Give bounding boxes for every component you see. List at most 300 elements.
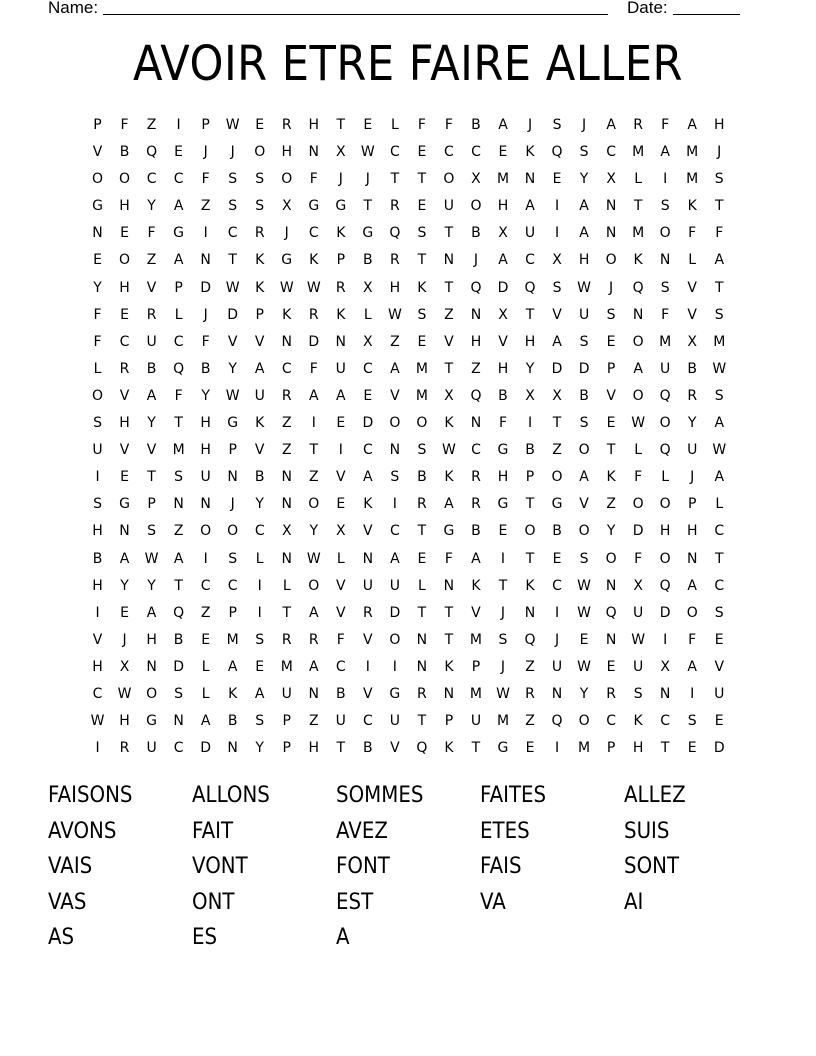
grid-letter[interactable]: R — [362, 604, 373, 621]
grid-letter[interactable]: P — [471, 658, 481, 675]
grid-letter[interactable]: I — [663, 631, 668, 648]
grid-letter[interactable]: P — [525, 469, 535, 486]
grid-letter[interactable]: Q — [416, 740, 428, 757]
grid-letter[interactable]: E — [120, 306, 129, 323]
grid-letter[interactable]: H — [524, 333, 536, 350]
grid-letter[interactable]: R — [389, 198, 400, 215]
grid-letter[interactable]: A — [390, 550, 400, 567]
grid-letter[interactable]: T — [606, 442, 616, 459]
grid-letter[interactable]: W — [225, 279, 240, 296]
grid-letter[interactable]: V — [714, 658, 725, 675]
grid-letter[interactable]: V — [363, 631, 373, 648]
grid-letter[interactable]: O — [605, 252, 617, 269]
grid-letter[interactable]: F — [120, 117, 129, 133]
grid-letter[interactable]: E — [336, 496, 346, 513]
grid-letter[interactable]: H — [146, 631, 157, 648]
grid-letter[interactable]: E — [336, 415, 346, 432]
grid-letter[interactable]: J — [203, 144, 208, 161]
grid-letter[interactable]: Y — [606, 523, 616, 540]
grid-letter[interactable]: P — [228, 604, 237, 621]
grid-letter[interactable]: R — [633, 117, 643, 133]
grid-letter[interactable]: A — [173, 550, 184, 567]
grid-letter[interactable]: I — [338, 442, 343, 459]
grid-letter[interactable]: S — [417, 442, 427, 459]
grid-letter[interactable]: L — [715, 496, 724, 513]
grid-letter[interactable]: N — [227, 740, 238, 757]
grid-letter[interactable]: H — [281, 144, 292, 161]
grid-letter[interactable]: C — [281, 360, 292, 377]
grid-letter[interactable]: S — [714, 171, 724, 188]
grid-letter[interactable]: J — [338, 171, 343, 188]
grid-letter[interactable]: C — [389, 144, 400, 161]
grid-letter[interactable]: F — [444, 117, 453, 133]
grid-letter[interactable]: W — [496, 685, 510, 702]
grid-letter[interactable]: N — [281, 469, 292, 486]
grid-letter[interactable]: X — [444, 387, 454, 404]
grid-letter[interactable]: K — [444, 740, 454, 757]
grid-letter[interactable]: C — [606, 713, 616, 730]
grid-letter[interactable]: B — [254, 469, 265, 486]
grid-letter[interactable]: V — [390, 740, 400, 757]
grid-letter[interactable]: J — [203, 306, 208, 323]
grid-letter[interactable]: N — [686, 550, 698, 567]
grid-letter[interactable]: K — [417, 279, 427, 296]
grid-letter[interactable]: T — [444, 225, 454, 242]
grid-letter[interactable]: E — [606, 333, 616, 350]
grid-letter[interactable]: H — [632, 740, 644, 757]
grid-letter[interactable]: J — [609, 279, 614, 296]
grid-letter[interactable]: E — [714, 631, 724, 648]
grid-letter[interactable]: K — [687, 198, 697, 215]
grid-letter[interactable]: N — [470, 415, 482, 432]
grid-letter[interactable]: Q — [470, 279, 482, 296]
grid-letter[interactable]: S — [579, 415, 589, 432]
grid-letter[interactable]: D — [659, 604, 671, 621]
grid-letter[interactable]: I — [203, 225, 208, 242]
grid-letter[interactable]: F — [661, 117, 670, 133]
grid-letter[interactable]: A — [146, 604, 157, 621]
grid-letter[interactable]: X — [498, 306, 508, 323]
grid-letter[interactable]: P — [336, 252, 346, 269]
grid-letter[interactable]: Z — [390, 333, 400, 350]
grid-letter[interactable]: C — [335, 658, 346, 675]
grid-letter[interactable]: S — [579, 144, 589, 161]
grid-letter[interactable]: E — [606, 658, 616, 675]
grid-letter[interactable]: J — [473, 252, 479, 269]
grid-letter[interactable]: X — [498, 225, 508, 242]
grid-letter[interactable]: A — [660, 144, 670, 161]
grid-letter[interactable]: S — [93, 415, 102, 432]
grid-letter[interactable]: O — [308, 577, 320, 594]
date-blank-line[interactable] — [673, 14, 740, 15]
grid-letter[interactable]: S — [660, 198, 670, 215]
grid-letter[interactable]: U — [443, 198, 455, 215]
grid-letter[interactable]: S — [255, 631, 265, 648]
grid-letter[interactable]: N — [92, 225, 103, 242]
grid-letter[interactable]: E — [201, 631, 211, 648]
grid-letter[interactable]: B — [498, 387, 508, 404]
grid-letter[interactable]: M — [686, 171, 699, 188]
grid-letter[interactable]: C — [92, 685, 103, 702]
grid-letter[interactable]: S — [417, 306, 427, 323]
grid-letter[interactable]: A — [146, 387, 157, 404]
grid-letter[interactable]: S — [714, 604, 724, 621]
grid-letter[interactable]: P — [201, 117, 210, 133]
grid-letter[interactable]: J — [365, 171, 370, 188]
grid-letter[interactable]: X — [687, 333, 697, 350]
grid-letter[interactable]: J — [582, 117, 587, 133]
grid-letter[interactable]: M — [415, 387, 428, 404]
grid-letter[interactable]: O — [254, 144, 266, 161]
grid-letter[interactable]: X — [363, 279, 373, 296]
grid-letter[interactable]: I — [554, 604, 560, 621]
grid-letter[interactable]: Y — [255, 740, 264, 757]
grid-letter[interactable]: N — [308, 685, 319, 702]
grid-letter[interactable]: M — [578, 740, 591, 757]
grid-letter[interactable]: O — [659, 550, 671, 567]
grid-letter[interactable]: Y — [147, 577, 156, 594]
grid-letter[interactable]: N — [389, 442, 401, 459]
grid-letter[interactable]: H — [92, 523, 103, 540]
grid-letter[interactable]: Z — [200, 604, 211, 621]
grid-letter[interactable]: M — [496, 713, 510, 730]
grid-letter[interactable]: C — [146, 171, 157, 188]
grid-letter[interactable]: C — [227, 577, 238, 594]
grid-letter[interactable]: J — [500, 658, 506, 675]
grid-letter[interactable]: A — [390, 360, 400, 377]
grid-letter[interactable]: E — [120, 469, 129, 486]
grid-letter[interactable]: W — [225, 387, 240, 404]
grid-letter[interactable]: J — [554, 631, 560, 648]
grid-letter[interactable]: Q — [605, 604, 617, 621]
grid-letter[interactable]: K — [444, 658, 454, 675]
grid-letter[interactable]: B — [335, 685, 346, 702]
grid-letter[interactable]: T — [417, 523, 427, 540]
grid-letter[interactable]: U — [633, 604, 644, 621]
grid-letter[interactable]: X — [606, 171, 616, 188]
grid-letter[interactable]: D — [578, 360, 590, 377]
grid-letter[interactable]: R — [606, 685, 616, 702]
grid-letter[interactable]: T — [498, 577, 508, 594]
grid-letter[interactable]: S — [93, 496, 102, 513]
grid-letter[interactable]: I — [690, 685, 695, 702]
grid-letter[interactable]: X — [119, 658, 130, 675]
grid-letter[interactable]: B — [471, 117, 481, 133]
grid-letter[interactable]: S — [390, 469, 400, 486]
grid-letter[interactable]: Y — [147, 415, 156, 432]
grid-letter[interactable]: B — [579, 387, 589, 404]
grid-letter[interactable]: J — [717, 144, 722, 161]
grid-letter[interactable]: W — [306, 550, 321, 567]
grid-letter[interactable]: S — [228, 198, 238, 215]
grid-letter[interactable]: B — [417, 469, 427, 486]
grid-letter[interactable]: Y — [147, 198, 156, 215]
grid-letter[interactable]: T — [525, 550, 535, 567]
grid-letter[interactable]: G — [497, 740, 509, 757]
grid-letter[interactable]: N — [200, 252, 211, 269]
grid-letter[interactable]: P — [174, 279, 183, 296]
grid-letter[interactable]: A — [606, 117, 616, 133]
grid-letter[interactable]: G — [497, 442, 509, 459]
grid-letter[interactable]: G — [443, 523, 455, 540]
grid-letter[interactable]: G — [308, 198, 320, 215]
grid-letter[interactable]: T — [714, 550, 724, 567]
grid-letter[interactable]: Y — [687, 415, 697, 432]
grid-letter[interactable]: L — [661, 469, 670, 486]
grid-letter[interactable]: B — [552, 523, 562, 540]
grid-letter[interactable]: E — [363, 117, 373, 133]
grid-letter[interactable]: S — [228, 550, 238, 567]
grid-letter[interactable]: Y — [93, 279, 102, 296]
grid-letter[interactable]: S — [633, 685, 643, 702]
grid-letter[interactable]: V — [363, 685, 373, 702]
grid-letter[interactable]: R — [525, 685, 535, 702]
grid-letter[interactable]: I — [663, 171, 668, 188]
grid-letter[interactable]: W — [225, 117, 240, 133]
grid-letter[interactable]: C — [444, 144, 454, 161]
grid-letter[interactable]: W — [631, 415, 646, 432]
grid-letter[interactable]: T — [444, 604, 454, 621]
grid-letter[interactable]: A — [308, 387, 319, 404]
grid-letter[interactable]: D — [551, 360, 563, 377]
grid-letter[interactable]: W — [712, 360, 727, 377]
grid-letter[interactable]: A — [363, 469, 373, 486]
grid-letter[interactable]: C — [362, 360, 373, 377]
grid-letter[interactable]: W — [360, 144, 375, 161]
grid-letter[interactable]: A — [552, 333, 562, 350]
grid-letter[interactable]: V — [336, 469, 346, 486]
grid-letter[interactable]: P — [228, 442, 237, 459]
grid-letter[interactable]: W — [279, 279, 294, 296]
grid-letter[interactable]: F — [688, 631, 697, 648]
grid-letter[interactable]: R — [254, 225, 265, 242]
grid-letter[interactable]: F — [444, 550, 453, 567]
grid-letter[interactable]: H — [308, 117, 320, 133]
grid-letter[interactable]: T — [525, 496, 535, 513]
grid-letter[interactable]: V — [444, 333, 454, 350]
grid-letter[interactable]: N — [335, 333, 347, 350]
grid-letter[interactable]: N — [443, 685, 455, 702]
grid-letter[interactable]: H — [497, 198, 509, 215]
grid-letter[interactable]: O — [389, 415, 401, 432]
grid-letter[interactable]: A — [119, 550, 130, 567]
grid-letter[interactable]: H — [92, 577, 103, 594]
grid-letter[interactable]: W — [90, 713, 105, 730]
grid-letter[interactable]: V — [146, 442, 157, 459]
grid-letter[interactable]: N — [470, 306, 482, 323]
grid-letter[interactable]: V — [687, 279, 697, 296]
grid-letter[interactable]: H — [200, 442, 211, 459]
grid-letter[interactable]: K — [336, 225, 346, 242]
grid-letter[interactable]: F — [634, 550, 643, 567]
grid-letter[interactable]: T — [417, 604, 427, 621]
grid-letter[interactable]: L — [201, 685, 210, 702]
grid-letter[interactable]: F — [498, 415, 508, 432]
grid-letter[interactable]: B — [471, 225, 481, 242]
grid-letter[interactable]: M — [659, 333, 672, 350]
grid-letter[interactable]: G — [551, 496, 563, 513]
grid-letter[interactable]: D — [389, 604, 401, 621]
grid-letter[interactable]: Q — [659, 442, 671, 459]
grid-letter[interactable]: J — [500, 604, 506, 621]
grid-letter[interactable]: G — [146, 713, 157, 730]
grid-letter[interactable]: U — [578, 306, 590, 323]
grid-letter[interactable]: C — [227, 225, 238, 242]
grid-letter[interactable]: L — [201, 658, 210, 675]
grid-letter[interactable]: N — [362, 550, 374, 567]
grid-letter[interactable]: V — [92, 144, 103, 161]
grid-letter[interactable]: N — [605, 225, 617, 242]
grid-letter[interactable]: S — [687, 713, 697, 730]
grid-letter[interactable]: T — [471, 740, 481, 757]
grid-letter[interactable]: G — [173, 225, 185, 242]
grid-letter[interactable]: O — [659, 225, 671, 242]
grid-letter[interactable]: S — [174, 685, 184, 702]
grid-letter[interactable]: Q — [173, 360, 185, 377]
grid-letter[interactable]: E — [714, 713, 724, 730]
grid-letter[interactable]: Z — [146, 117, 157, 133]
grid-letter[interactable]: Q — [551, 144, 563, 161]
grid-letter[interactable]: N — [443, 252, 455, 269]
grid-letter[interactable]: E — [174, 144, 184, 161]
grid-letter[interactable]: L — [634, 442, 643, 459]
grid-letter[interactable]: O — [551, 469, 563, 486]
grid-letter[interactable]: A — [525, 198, 535, 215]
grid-letter[interactable]: K — [633, 713, 643, 730]
grid-letter[interactable]: F — [201, 171, 210, 188]
grid-letter[interactable]: C — [389, 523, 400, 540]
grid-letter[interactable]: O — [389, 631, 401, 648]
grid-letter[interactable]: C — [362, 713, 373, 730]
grid-letter[interactable]: S — [552, 117, 562, 133]
grid-letter[interactable]: E — [606, 415, 616, 432]
grid-letter[interactable]: N — [443, 577, 455, 594]
grid-letter[interactable]: K — [606, 469, 616, 486]
grid-letter[interactable]: R — [281, 631, 292, 648]
grid-letter[interactable]: E — [255, 658, 265, 675]
grid-letter[interactable]: R — [119, 360, 130, 377]
grid-letter[interactable]: D — [632, 523, 644, 540]
grid-letter[interactable]: T — [660, 740, 670, 757]
grid-letter[interactable]: J — [122, 631, 127, 648]
grid-letter[interactable]: X — [471, 171, 481, 188]
grid-letter[interactable]: K — [255, 252, 265, 269]
grid-letter[interactable]: H — [119, 279, 130, 296]
grid-letter[interactable]: D — [200, 740, 212, 757]
grid-letter[interactable]: F — [634, 469, 643, 486]
grid-letter[interactable]: X — [660, 658, 670, 675]
grid-letter[interactable]: E — [120, 604, 129, 621]
grid-letter[interactable]: A — [579, 469, 589, 486]
grid-letter[interactable]: Z — [471, 360, 481, 377]
grid-letter[interactable]: B — [363, 740, 373, 757]
grid-letter[interactable]: R — [417, 496, 427, 513]
grid-letter[interactable]: F — [309, 360, 318, 377]
grid-letter[interactable]: Z — [146, 252, 157, 269]
grid-letter[interactable]: C — [606, 144, 616, 161]
grid-letter[interactable]: S — [714, 387, 724, 404]
grid-letter[interactable]: R — [335, 279, 346, 296]
grid-letter[interactable]: F — [336, 631, 345, 648]
grid-letter[interactable]: C — [173, 333, 184, 350]
grid-letter[interactable]: L — [363, 306, 372, 323]
grid-letter[interactable]: Q — [173, 604, 185, 621]
grid-letter[interactable]: P — [606, 360, 616, 377]
grid-letter[interactable]: V — [471, 604, 481, 621]
grid-letter[interactable]: H — [497, 469, 509, 486]
grid-letter[interactable]: T — [309, 442, 319, 459]
grid-letter[interactable]: A — [687, 117, 697, 133]
grid-letter[interactable]: K — [525, 144, 535, 161]
grid-letter[interactable]: H — [308, 740, 320, 757]
grid-letter[interactable]: A — [308, 658, 319, 675]
grid-letter[interactable]: N — [281, 333, 292, 350]
grid-letter[interactable]: K — [444, 415, 454, 432]
grid-letter[interactable]: O — [470, 198, 482, 215]
grid-letter[interactable]: L — [417, 577, 426, 594]
grid-letter[interactable]: D — [308, 333, 320, 350]
grid-letter[interactable]: L — [688, 252, 697, 269]
grid-letter[interactable]: X — [336, 523, 346, 540]
grid-letter[interactable]: E — [120, 225, 129, 242]
grid-letter[interactable]: A — [254, 360, 265, 377]
grid-letter[interactable]: C — [173, 740, 184, 757]
grid-letter[interactable]: R — [471, 496, 481, 513]
grid-letter[interactable]: R — [687, 387, 698, 404]
grid-letter[interactable]: G — [362, 225, 374, 242]
grid-letter[interactable]: C — [714, 523, 725, 540]
grid-letter[interactable]: N — [659, 252, 671, 269]
grid-letter[interactable]: A — [254, 685, 265, 702]
grid-letter[interactable]: S — [660, 279, 670, 296]
grid-letter[interactable]: V — [498, 333, 508, 350]
grid-letter[interactable]: E — [525, 740, 535, 757]
grid-letter[interactable]: K — [309, 252, 319, 269]
grid-letter[interactable]: U — [389, 713, 400, 730]
grid-letter[interactable]: Y — [579, 171, 589, 188]
grid-letter[interactable]: W — [144, 550, 159, 567]
grid-letter[interactable]: S — [579, 550, 589, 567]
grid-letter[interactable]: I — [554, 198, 560, 215]
grid-letter[interactable]: Z — [281, 442, 292, 459]
grid-letter[interactable]: C — [714, 577, 725, 594]
grid-letter[interactable]: D — [713, 740, 725, 757]
grid-letter[interactable]: I — [176, 117, 181, 133]
grid-letter[interactable]: X — [336, 144, 346, 161]
grid-letter[interactable]: Y — [201, 387, 210, 404]
grid-letter[interactable]: N — [146, 658, 157, 675]
grid-letter[interactable]: J — [527, 117, 533, 133]
grid-letter[interactable]: K — [336, 306, 346, 323]
grid-letter[interactable]: O — [659, 496, 671, 513]
grid-letter[interactable]: K — [228, 685, 238, 702]
grid-letter[interactable]: U — [146, 740, 157, 757]
grid-letter[interactable]: M — [686, 144, 699, 161]
grid-letter[interactable]: O — [524, 523, 536, 540]
grid-letter[interactable]: N — [281, 550, 292, 567]
grid-letter[interactable]: H — [119, 415, 130, 432]
grid-letter[interactable]: H — [659, 523, 671, 540]
grid-letter[interactable]: O — [92, 171, 104, 188]
grid-letter[interactable]: O — [227, 523, 239, 540]
grid-letter[interactable]: J — [690, 469, 695, 486]
grid-letter[interactable]: M — [632, 225, 645, 242]
grid-letter[interactable]: M — [280, 658, 293, 675]
grid-letter[interactable]: A — [200, 713, 211, 730]
grid-letter[interactable]: Z — [281, 415, 292, 432]
grid-letter[interactable]: A — [714, 415, 725, 432]
grid-letter[interactable]: D — [200, 279, 212, 296]
